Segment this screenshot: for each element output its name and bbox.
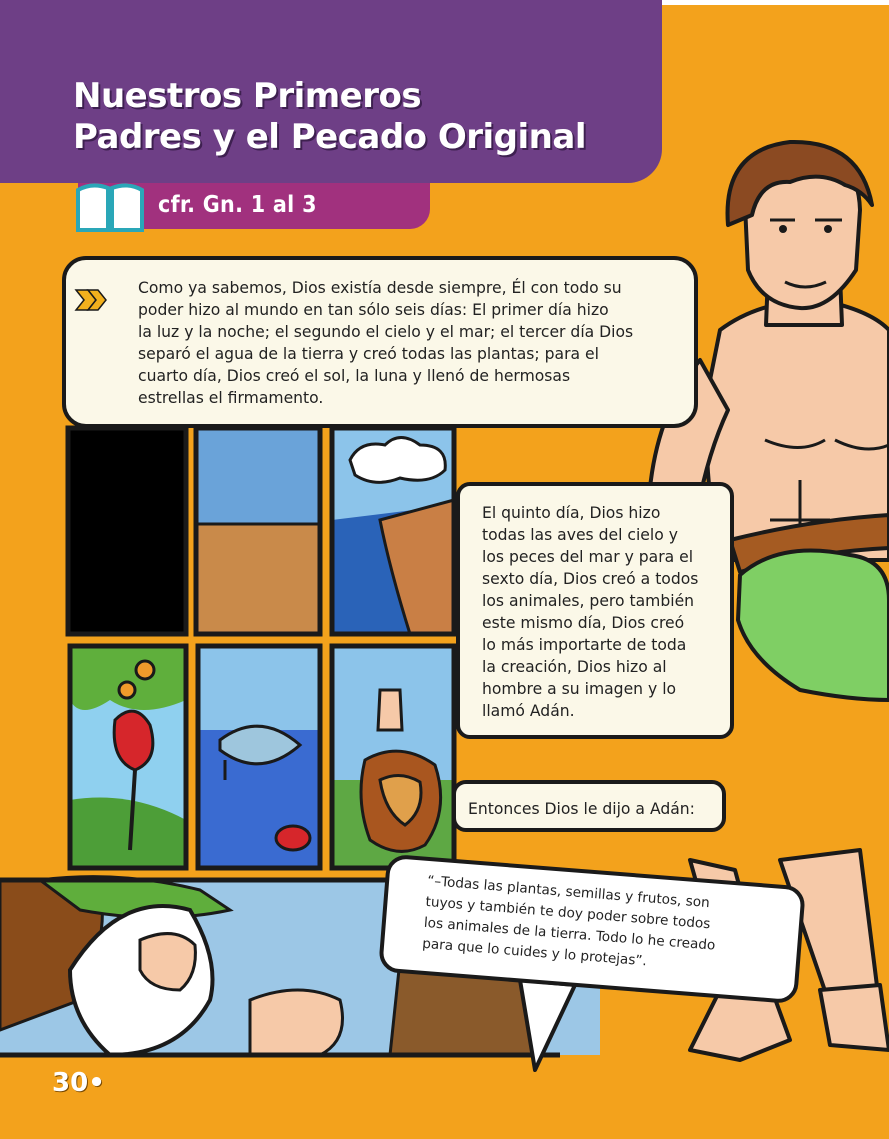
caption-text: Entonces Dios le dijo a Adán: [468,800,695,818]
page-number [52,1068,105,1098]
page-number-value: 30 [52,1068,89,1098]
story-paragraph: El quinto día, Dios hizo todas las aves del cielo y los peces del mar y para el sexto día, Dios creó a todos los animales, pero también este mismo día, Dios creó lo más importarte de toda la creación, Dios hizo al hombre a su imagen y lo llamó Adán. [482,504,699,720]
quote-text: “–Todas las plantas, semillas y frutos, son tuyos y también te doy poder sobre todos los animales de la tierra. Todo lo he creado para que lo cuides y lo protejas”. [421,872,716,970]
page-number-dot: • [88,1068,105,1098]
bible-reference: cfr. Gn. 1 al 3 [158,192,317,218]
intro-paragraph: Como ya sabemos, Dios existía desde siempre, Él con todo su poder hizo al mundo en tan sólo seis días: El primer día hizo la luz y la noche; el segundo el cielo y el mar; el tercer día Dios separó el agua de la tierra y creó todas las plantas; para el cuarto día, Dios creó el sol, la luna y llenó de hermosas estrellas el firmamento. [138,279,634,407]
title-line-1: Nuestros Primeros [73,76,422,116]
title-line-2: Padres y el Pecado Original [73,117,586,157]
